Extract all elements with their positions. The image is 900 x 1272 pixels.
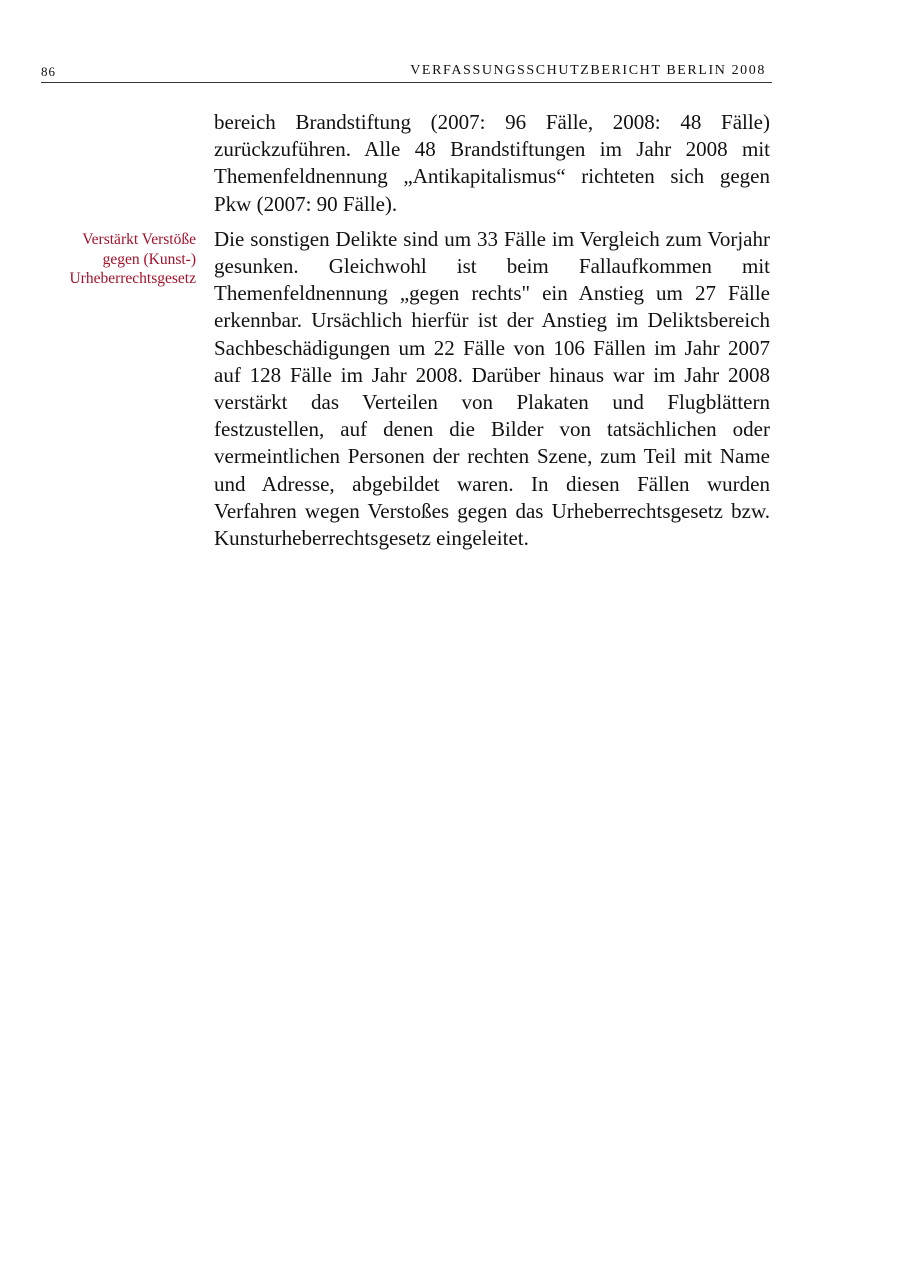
margin-note-line: gegen (Kunst-) [102,250,196,268]
paragraph-sonstige-delikte: Die sonstigen Delikte sind um 33 Fälle im Vergleich zum Vorjahr gesunken. Gleichwohl ist beim Fallaufkommen mit Themenfeldnennung „gegen rechts" ein Anstieg um 27 Fälle erkennbar. Ursächlich hierfür ist der Anstieg im Deliktsbereich Sachbeschädigungen um 22 Fälle von 106 Fällen im Jahr 2007 auf 128 Fälle im Jahr 2008. Darüber hinaus war im Jahr 2008 verstärkt das Verteilen von Plakaten und Flugblättern festzustellen, auf denen die Bilder von tatsächlichen oder vermeintlichen Personen der rechten Szene, zum Teil mit Name und Adresse, abgebildet waren. In diesen Fällen wurden Verfahren wegen Verstoßes gegen das Urheberrechtsgesetz bzw. Kunsturheberrechtsgesetz eingeleitet. [214,226,770,551]
running-title: VERFASSUNGSSCHUTZBERICHT BERLIN 2008 [410,63,766,78]
body-text [214,109,770,560]
margin-note-line: Urheberrechtsgesetz [69,270,196,287]
page-header [41,62,772,83]
paragraph-brandstiftung: bereich Brandstiftung (2007: 96 Fälle, 2008: 48 Fälle) zurückzuführen. Alle 48 Brandstiftungen im Jahr 2008 mit Themenfeldnennung „Antikapitalismus“ richteten sich gegen Pkw (2007: 90 Fälle). [214,110,770,216]
margin-note [30,230,196,289]
page-number: 86 [41,64,56,79]
margin-note-line: Verstärkt Verstöße [82,231,196,248]
